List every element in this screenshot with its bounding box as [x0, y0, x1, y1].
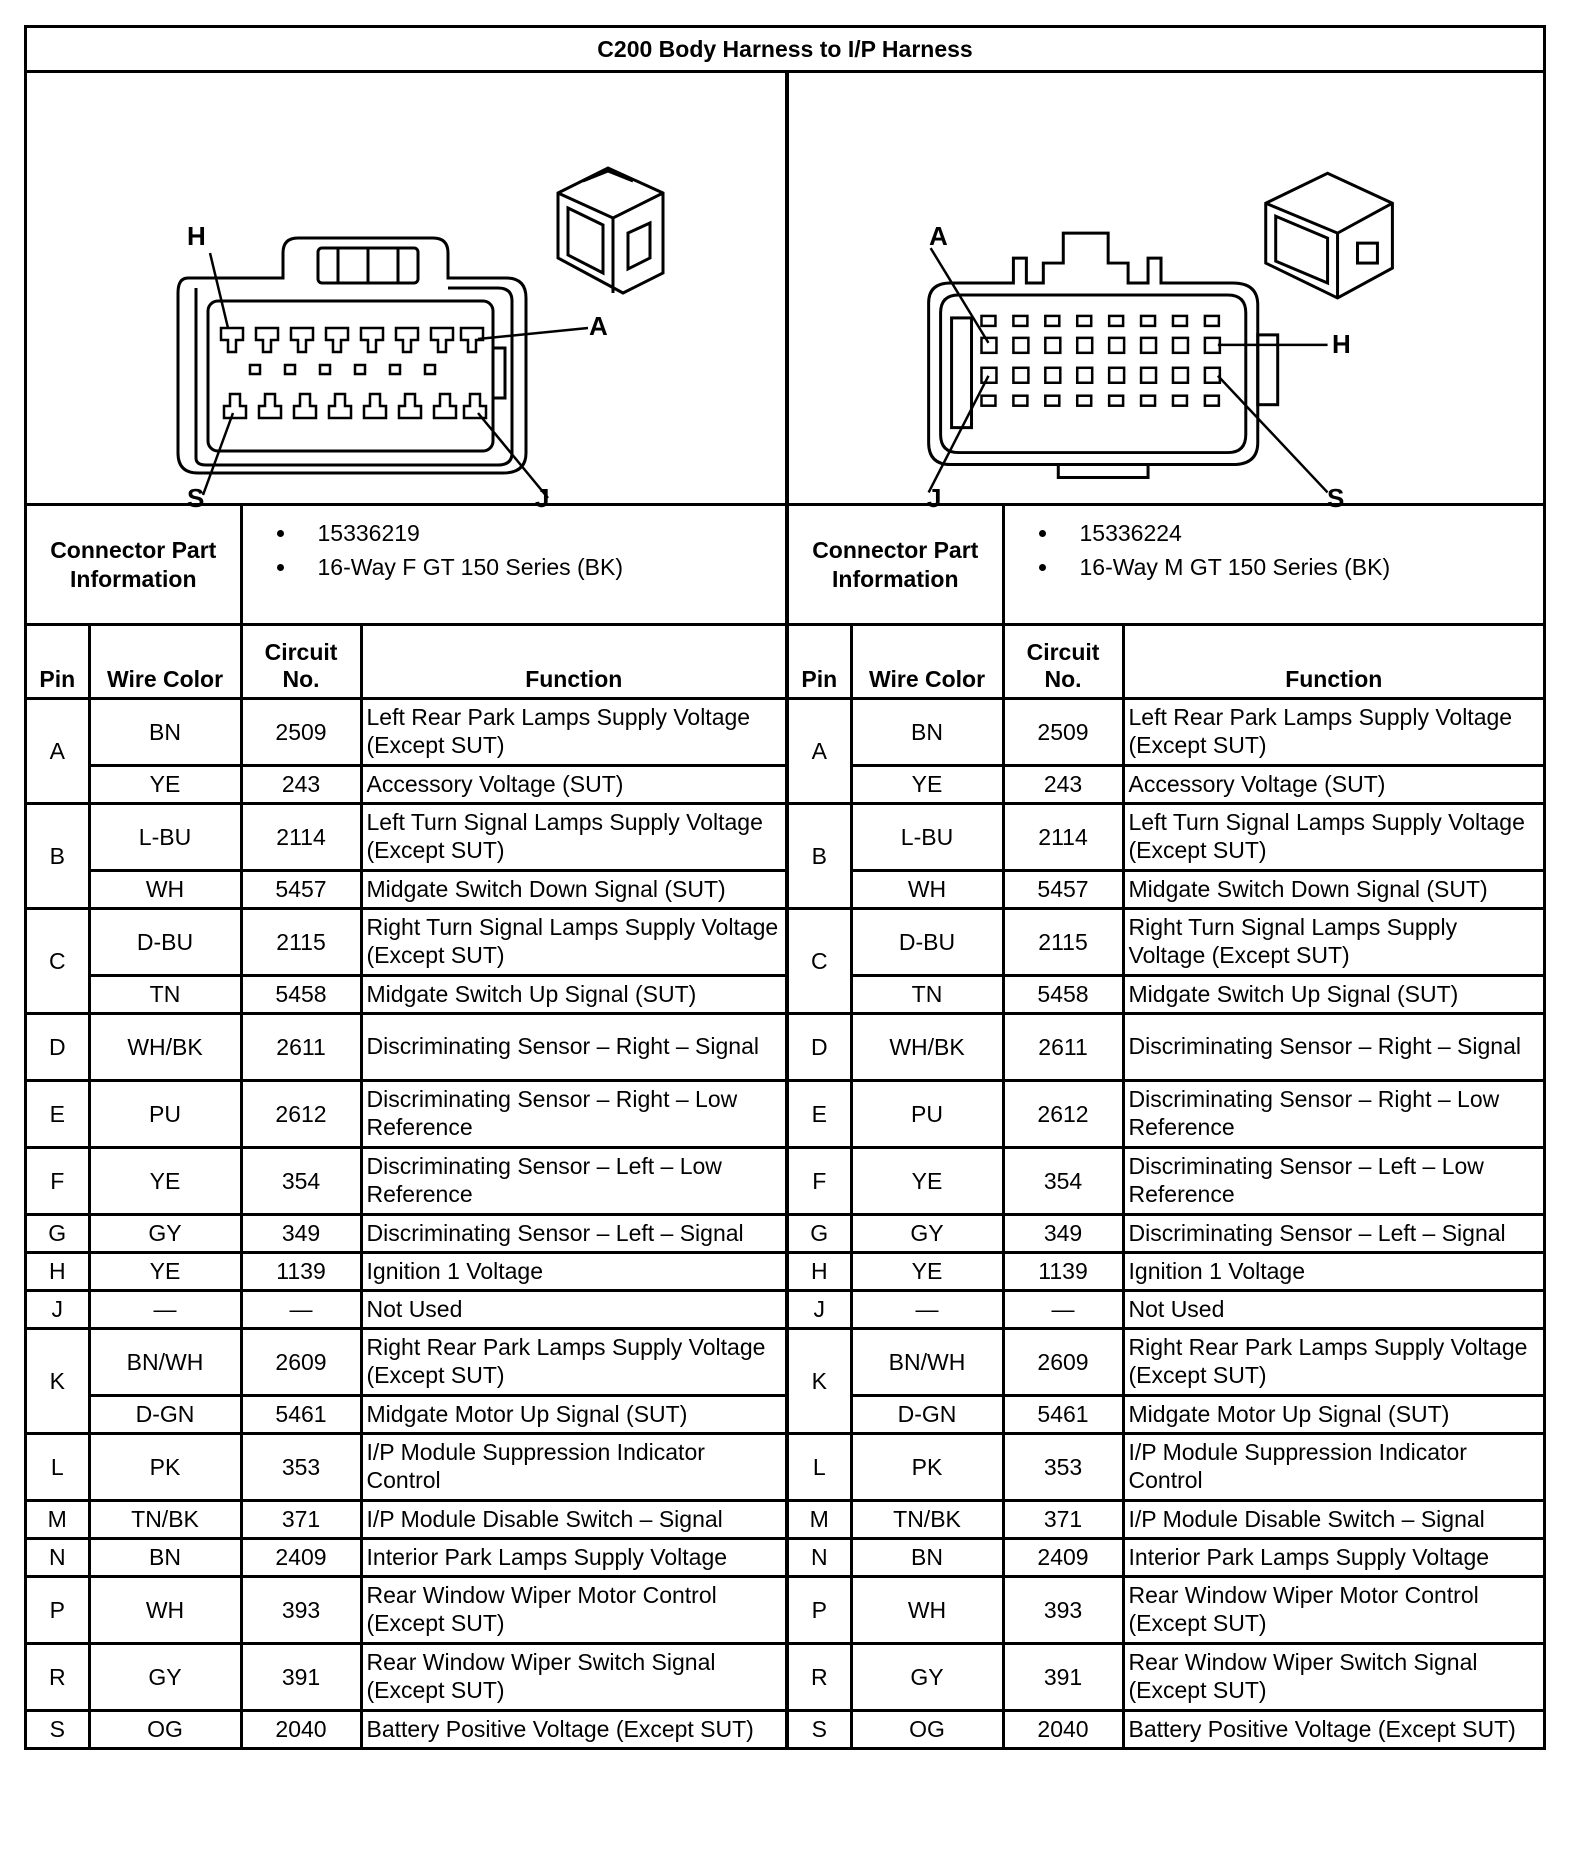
- function-cell: Accessory Voltage (SUT): [1123, 766, 1543, 804]
- function-cell: Discriminating Sensor – Left – Low Reference: [1123, 1148, 1543, 1215]
- table-row: [789, 804, 1543, 871]
- wire-color-cell: BN/WH: [851, 1329, 1003, 1396]
- function-cell: Rear Window Wiper Switch Signal (Except SUT): [1123, 1644, 1543, 1711]
- label-h: H: [187, 221, 206, 251]
- circuit-cell: 2114: [241, 804, 361, 871]
- wire-color-cell: TN: [89, 976, 241, 1014]
- label-h: H: [1332, 329, 1351, 359]
- circuit-cell: —: [1003, 1291, 1123, 1329]
- pin-cell: A: [789, 699, 851, 804]
- circuit-cell: 371: [1003, 1501, 1123, 1539]
- table-row: [27, 1081, 785, 1148]
- function-cell: Rear Window Wiper Motor Control (Except SUT): [361, 1577, 785, 1644]
- latch-slot-row: [250, 365, 435, 374]
- function-cell: Midgate Motor Up Signal (SUT): [1123, 1396, 1543, 1434]
- connector-drawings: [27, 73, 1543, 513]
- wire-color-cell: D-GN: [89, 1396, 241, 1434]
- pin-cell: N: [27, 1539, 89, 1577]
- label-s: S: [1327, 483, 1345, 513]
- circuit-cell: 2114: [1003, 804, 1123, 871]
- function-cell: Left Turn Signal Lamps Supply Voltage (Except SUT): [361, 804, 785, 871]
- pin-cell: D: [27, 1014, 89, 1081]
- function-cell: Right Turn Signal Lamps Supply Voltage (Except SUT): [1123, 909, 1543, 976]
- table-row: [27, 1434, 785, 1501]
- wire-color-cell: GY: [851, 1215, 1003, 1253]
- connector-info-item: • 15336219: [298, 516, 780, 550]
- pinout-tables: [27, 506, 1543, 1747]
- circuit-cell: 349: [241, 1215, 361, 1253]
- table-row: [27, 1148, 785, 1215]
- wire-color-cell: BN: [89, 699, 241, 766]
- table-row: [789, 699, 1543, 766]
- circuit-cell: 2609: [241, 1329, 361, 1396]
- table-row: [27, 1577, 785, 1644]
- circuit-cell: 5461: [241, 1396, 361, 1434]
- pin-cell: M: [789, 1501, 851, 1539]
- pin-grid-bottom-row: [981, 368, 1219, 406]
- circuit-cell: 5457: [241, 871, 361, 909]
- circuit-cell: 5457: [1003, 871, 1123, 909]
- table-row: [789, 1291, 1543, 1329]
- pin-grid-top-row: [981, 316, 1219, 353]
- circuit-cell: 2115: [1003, 909, 1123, 976]
- pin-cell: L: [789, 1434, 851, 1501]
- function-cell: Discriminating Sensor – Right – Low Reference: [361, 1081, 785, 1148]
- right-pinout: [785, 506, 1543, 1747]
- pin-cell: R: [27, 1644, 89, 1711]
- circuit-cell: 349: [1003, 1215, 1123, 1253]
- connector-info-item: • 15336224: [1060, 516, 1538, 550]
- connector-info-row: [789, 506, 1543, 625]
- pin-cell: H: [27, 1253, 89, 1291]
- function-cell: Not Used: [361, 1291, 785, 1329]
- wire-color-cell: PU: [851, 1081, 1003, 1148]
- function-cell: Battery Positive Voltage (Except SUT): [361, 1711, 785, 1748]
- column-header-row: [27, 625, 785, 699]
- function-cell: Accessory Voltage (SUT): [361, 766, 785, 804]
- wire-color-cell: YE: [89, 766, 241, 804]
- table-row: [789, 871, 1543, 909]
- pin-cell: G: [789, 1215, 851, 1253]
- table-row: [789, 1711, 1543, 1748]
- wire-color-cell: WH/BK: [851, 1014, 1003, 1081]
- pin-leader-lines: [203, 253, 588, 498]
- connector-info-item: • 16-Way M GT 150 Series (BK): [1060, 550, 1538, 584]
- function-cell: Discriminating Sensor – Left – Low Reference: [361, 1148, 785, 1215]
- male-connector-face-view: [789, 73, 1543, 503]
- circuit-cell: 2509: [1003, 699, 1123, 766]
- function-cell: Ignition 1 Voltage: [361, 1253, 785, 1291]
- circuit-cell: 1139: [241, 1253, 361, 1291]
- table-row: [27, 1396, 785, 1434]
- wire-color-cell: BN: [89, 1539, 241, 1577]
- wire-color-cell: —: [89, 1291, 241, 1329]
- circuit-cell: 353: [1003, 1434, 1123, 1501]
- pin-cell: D: [789, 1014, 851, 1081]
- label-s: S: [187, 483, 205, 513]
- function-cell: Right Rear Park Lamps Supply Voltage (Except SUT): [361, 1329, 785, 1396]
- circuit-cell: 391: [241, 1644, 361, 1711]
- wire-color-cell: WH: [851, 1577, 1003, 1644]
- right-connector-drawing: [785, 73, 1543, 513]
- function-header: Function: [1123, 625, 1543, 699]
- label-j: J: [927, 483, 942, 513]
- pin-cell: P: [27, 1577, 89, 1644]
- connector-info-label: Connector Part Information: [789, 506, 1003, 625]
- circuit-cell: 2612: [1003, 1081, 1123, 1148]
- function-cell: Left Turn Signal Lamps Supply Voltage (Except SUT): [1123, 804, 1543, 871]
- circuit-cell: 2611: [1003, 1014, 1123, 1081]
- left-connector-drawing: [27, 73, 785, 513]
- wire-color-cell: WH: [851, 871, 1003, 909]
- function-cell: Discriminating Sensor – Right – Signal: [1123, 1014, 1543, 1081]
- wire-color-header: Wire Color: [89, 625, 241, 699]
- table-row: [789, 1539, 1543, 1577]
- page-title: C200 Body Harness to I/P Harness: [27, 28, 1543, 73]
- table-row: [789, 1329, 1543, 1396]
- right-pinout-table: [789, 506, 1543, 1747]
- wire-color-cell: TN/BK: [89, 1501, 241, 1539]
- circuit-cell: 2115: [241, 909, 361, 976]
- circuit-cell: —: [241, 1291, 361, 1329]
- left-pinout-table: [27, 506, 785, 1747]
- circuit-cell: 243: [1003, 766, 1123, 804]
- wire-color-cell: GY: [851, 1644, 1003, 1711]
- connector-thumbnail: [1266, 173, 1393, 298]
- circuit-header: Circuit No.: [241, 625, 361, 699]
- pin-cell: F: [789, 1148, 851, 1215]
- pinout-sheet: [24, 25, 1546, 1750]
- function-header: Function: [361, 625, 785, 699]
- pin-cell: E: [789, 1081, 851, 1148]
- wire-color-cell: L-BU: [89, 804, 241, 871]
- connector-thumbnail: [558, 168, 663, 293]
- table-row: [27, 804, 785, 871]
- table-row: [789, 1014, 1543, 1081]
- label-a: A: [589, 311, 608, 341]
- wire-color-cell: YE: [851, 766, 1003, 804]
- pin-cell: K: [789, 1329, 851, 1434]
- connector-info-row: [27, 506, 785, 625]
- wire-color-cell: PK: [851, 1434, 1003, 1501]
- table-row: [789, 976, 1543, 1014]
- circuit-cell: 354: [1003, 1148, 1123, 1215]
- wire-color-cell: D-BU: [851, 909, 1003, 976]
- pin-cell: A: [27, 699, 89, 804]
- circuit-cell: 2612: [241, 1081, 361, 1148]
- wire-color-header: Wire Color: [851, 625, 1003, 699]
- circuit-cell: 243: [241, 766, 361, 804]
- pin-cell: R: [789, 1644, 851, 1711]
- pin-cell: S: [789, 1711, 851, 1748]
- connector-info-list: [1003, 506, 1543, 625]
- pin-header: Pin: [27, 625, 89, 699]
- wire-color-cell: D-GN: [851, 1396, 1003, 1434]
- function-cell: Right Rear Park Lamps Supply Voltage (Except SUT): [1123, 1329, 1543, 1396]
- function-cell: Right Turn Signal Lamps Supply Voltage (Except SUT): [361, 909, 785, 976]
- wire-color-cell: PK: [89, 1434, 241, 1501]
- function-cell: Left Rear Park Lamps Supply Voltage (Except SUT): [1123, 699, 1543, 766]
- connector-info-item: • 16-Way F GT 150 Series (BK): [298, 550, 780, 584]
- pin-cell: B: [789, 804, 851, 909]
- column-header-row: [789, 625, 1543, 699]
- circuit-cell: 2509: [241, 699, 361, 766]
- pin-cell: E: [27, 1081, 89, 1148]
- wire-color-cell: PU: [89, 1081, 241, 1148]
- wire-color-cell: BN/WH: [89, 1329, 241, 1396]
- pin-cell: B: [27, 804, 89, 909]
- pin-cell: K: [27, 1329, 89, 1434]
- circuit-cell: 2609: [1003, 1329, 1123, 1396]
- pin-cell: J: [789, 1291, 851, 1329]
- wire-color-cell: D-BU: [89, 909, 241, 976]
- function-cell: I/P Module Disable Switch – Signal: [1123, 1501, 1543, 1539]
- wire-color-cell: L-BU: [851, 804, 1003, 871]
- function-cell: Discriminating Sensor – Left – Signal: [361, 1215, 785, 1253]
- table-row: [27, 1329, 785, 1396]
- table-row: [789, 1215, 1543, 1253]
- table-row: [27, 1711, 785, 1748]
- pin-cell: N: [789, 1539, 851, 1577]
- table-row: [789, 1577, 1543, 1644]
- function-cell: Rear Window Wiper Switch Signal (Except SUT): [361, 1644, 785, 1711]
- left-pinout: [27, 506, 785, 1747]
- table-row: [27, 766, 785, 804]
- wire-color-cell: BN: [851, 699, 1003, 766]
- table-row: [27, 1501, 785, 1539]
- pin-cell: C: [789, 909, 851, 1014]
- wire-color-cell: GY: [89, 1644, 241, 1711]
- pin-leader-lines: [929, 248, 1328, 492]
- connector-info-label: Connector Part Information: [27, 506, 241, 625]
- wire-color-cell: GY: [89, 1215, 241, 1253]
- pin-cell: H: [789, 1253, 851, 1291]
- table-row: [27, 1644, 785, 1711]
- circuit-cell: 353: [241, 1434, 361, 1501]
- function-cell: Discriminating Sensor – Right – Signal: [361, 1014, 785, 1081]
- female-connector-face-view: [27, 73, 785, 503]
- pin-cell: M: [27, 1501, 89, 1539]
- wire-color-cell: BN: [851, 1539, 1003, 1577]
- table-row: [789, 1081, 1543, 1148]
- function-cell: Ignition 1 Voltage: [1123, 1253, 1543, 1291]
- table-row: [789, 766, 1543, 804]
- circuit-cell: 5461: [1003, 1396, 1123, 1434]
- circuit-cell: 2409: [241, 1539, 361, 1577]
- function-cell: Midgate Switch Up Signal (SUT): [361, 976, 785, 1014]
- function-cell: Battery Positive Voltage (Except SUT): [1123, 1711, 1543, 1748]
- table-row: [789, 1396, 1543, 1434]
- table-row: [27, 1014, 785, 1081]
- function-cell: Discriminating Sensor – Right – Low Reference: [1123, 1081, 1543, 1148]
- bottom-terminal-row: [224, 394, 486, 418]
- circuit-cell: 391: [1003, 1644, 1123, 1711]
- table-row: [789, 1434, 1543, 1501]
- circuit-cell: 2409: [1003, 1539, 1123, 1577]
- circuit-cell: 354: [241, 1148, 361, 1215]
- circuit-cell: 2040: [1003, 1711, 1123, 1748]
- pin-cell: C: [27, 909, 89, 1014]
- wire-color-cell: WH/BK: [89, 1014, 241, 1081]
- table-row: [789, 909, 1543, 976]
- label-j: J: [535, 483, 550, 513]
- top-terminal-row: [221, 328, 483, 352]
- wire-color-cell: YE: [851, 1253, 1003, 1291]
- wire-color-cell: YE: [851, 1148, 1003, 1215]
- wire-color-cell: YE: [89, 1148, 241, 1215]
- wire-color-cell: YE: [89, 1253, 241, 1291]
- label-a: A: [929, 221, 948, 251]
- function-cell: Midgate Switch Down Signal (SUT): [361, 871, 785, 909]
- function-cell: I/P Module Suppression Indicator Control: [361, 1434, 785, 1501]
- wire-color-cell: WH: [89, 1577, 241, 1644]
- pin-cell: S: [27, 1711, 89, 1748]
- function-cell: Midgate Switch Up Signal (SUT): [1123, 976, 1543, 1014]
- pin-cell: L: [27, 1434, 89, 1501]
- wire-color-cell: OG: [89, 1711, 241, 1748]
- circuit-cell: 393: [1003, 1577, 1123, 1644]
- function-cell: Interior Park Lamps Supply Voltage: [1123, 1539, 1543, 1577]
- table-row: [27, 909, 785, 976]
- table-row: [27, 1253, 785, 1291]
- pin-cell: G: [27, 1215, 89, 1253]
- function-cell: Midgate Motor Up Signal (SUT): [361, 1396, 785, 1434]
- circuit-cell: 2611: [241, 1014, 361, 1081]
- wire-color-cell: OG: [851, 1711, 1003, 1748]
- table-row: [27, 1539, 785, 1577]
- function-cell: Interior Park Lamps Supply Voltage: [361, 1539, 785, 1577]
- table-row: [27, 1215, 785, 1253]
- table-row: [27, 871, 785, 909]
- circuit-cell: 2040: [241, 1711, 361, 1748]
- circuit-header: Circuit No.: [1003, 625, 1123, 699]
- function-cell: I/P Module Suppression Indicator Control: [1123, 1434, 1543, 1501]
- pin-cell: P: [789, 1577, 851, 1644]
- circuit-cell: 5458: [1003, 976, 1123, 1014]
- function-cell: Rear Window Wiper Motor Control (Except SUT): [1123, 1577, 1543, 1644]
- function-cell: Left Rear Park Lamps Supply Voltage (Except SUT): [361, 699, 785, 766]
- function-cell: I/P Module Disable Switch – Signal: [361, 1501, 785, 1539]
- wire-color-cell: TN/BK: [851, 1501, 1003, 1539]
- circuit-cell: 371: [241, 1501, 361, 1539]
- circuit-cell: 1139: [1003, 1253, 1123, 1291]
- table-row: [789, 1644, 1543, 1711]
- connector-info-list: [241, 506, 785, 625]
- function-cell: Not Used: [1123, 1291, 1543, 1329]
- circuit-cell: 393: [241, 1577, 361, 1644]
- table-row: [789, 1501, 1543, 1539]
- pin-cell: F: [27, 1148, 89, 1215]
- table-row: [27, 976, 785, 1014]
- pin-cell: J: [27, 1291, 89, 1329]
- circuit-cell: 5458: [241, 976, 361, 1014]
- table-row: [27, 699, 785, 766]
- table-row: [789, 1253, 1543, 1291]
- function-cell: Discriminating Sensor – Left – Signal: [1123, 1215, 1543, 1253]
- table-row: [789, 1148, 1543, 1215]
- table-row: [27, 1291, 785, 1329]
- function-cell: Midgate Switch Down Signal (SUT): [1123, 871, 1543, 909]
- pin-header: Pin: [789, 625, 851, 699]
- wire-color-cell: WH: [89, 871, 241, 909]
- wire-color-cell: TN: [851, 976, 1003, 1014]
- wire-color-cell: —: [851, 1291, 1003, 1329]
